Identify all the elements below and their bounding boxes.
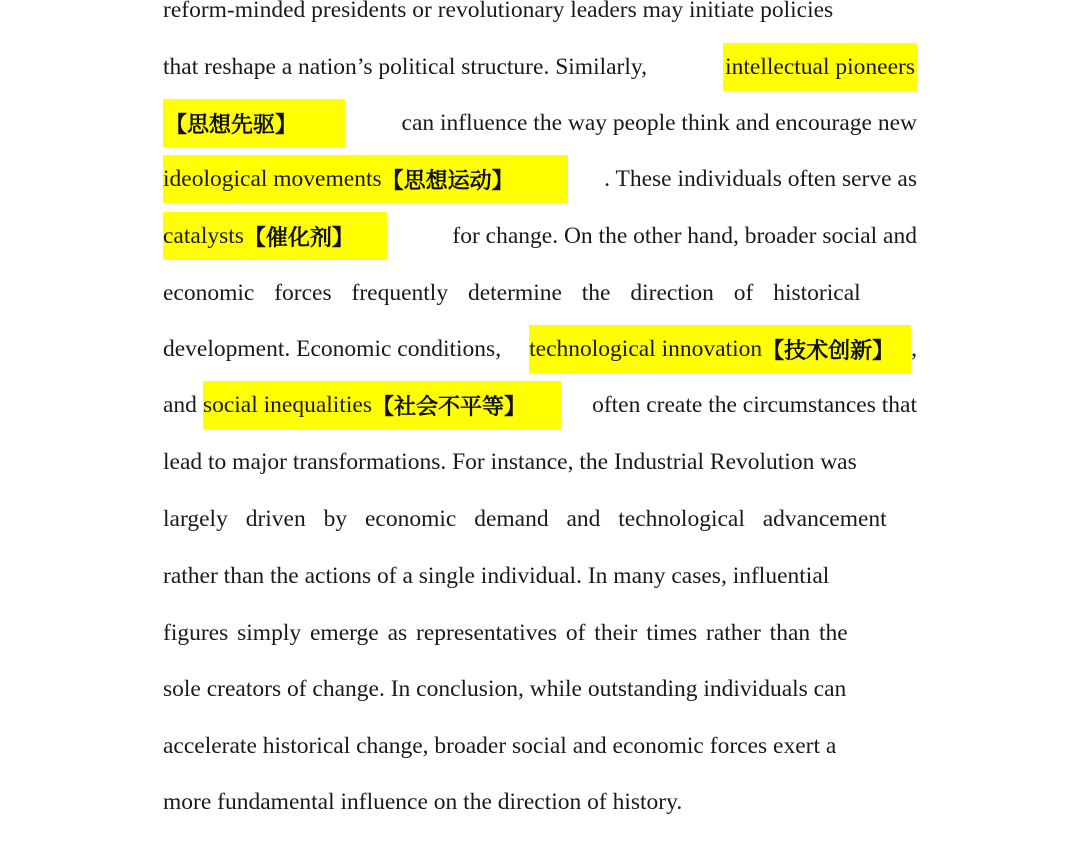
text-line-2 xyxy=(163,47,917,87)
text-line-14 xyxy=(163,726,917,766)
line-text: and xyxy=(163,391,197,418)
text-line-15 xyxy=(163,782,917,822)
highlight-intellectual-pioneers xyxy=(723,43,917,91)
line-7-tail xyxy=(529,325,917,373)
highlight-technological-innovation xyxy=(529,325,911,373)
highlight-text-en: ideological movements xyxy=(163,165,382,192)
highlight-text-zh: 【社会不平等】 xyxy=(371,394,526,420)
line-text: , xyxy=(911,335,917,362)
text-line-10 xyxy=(163,499,917,539)
line-text: often create the circumstances that xyxy=(592,391,917,418)
text-line-13 xyxy=(163,669,917,709)
line-text: . These individuals often serve as xyxy=(604,165,917,192)
text-line-12 xyxy=(163,613,917,653)
text-line-11 xyxy=(163,556,917,596)
text-line-1 xyxy=(163,0,917,30)
text-line-6 xyxy=(163,273,917,313)
line-text: that reshape a nation’s political structure. Similarly, xyxy=(163,53,648,80)
line-text: development. Economic conditions, xyxy=(163,335,502,362)
line-text: largely driven by economic demand and technological advancement xyxy=(163,505,887,532)
highlight-text-en: catalysts xyxy=(163,222,244,249)
text-line-7 xyxy=(163,329,917,369)
highlight-ideological-movements xyxy=(163,155,568,203)
highlight-sixiang-xianqu xyxy=(163,99,345,147)
text-line-3 xyxy=(163,103,917,143)
text-line-8 xyxy=(163,385,917,425)
highlight-social-inequalities xyxy=(203,381,561,429)
text-line-9 xyxy=(163,442,917,482)
line-text: more fundamental influence on the direction of history. xyxy=(163,788,683,815)
line-8-head xyxy=(163,381,561,429)
line-text: for change. On the other hand, broader social and xyxy=(452,222,917,249)
highlight-text-en: technological innovation xyxy=(529,335,763,362)
highlight-text-zh: 【思想运动】 xyxy=(381,168,514,194)
highlight-text-en: social inequalities xyxy=(202,391,372,418)
highlight-text-zh: 【催化剂】 xyxy=(243,225,354,251)
line-text: can influence the way people think and encourage new xyxy=(401,109,917,136)
highlight-text-zh: 【技术创新】 xyxy=(762,338,895,364)
line-text: figures simply emerge as representatives of their times rather than the xyxy=(163,619,848,646)
line-text: accelerate historical change, broader social and economic forces exert a xyxy=(163,732,837,759)
highlight-text-en: intellectual pioneers xyxy=(725,53,915,80)
line-text: lead to major transformations. For instance, the Industrial Revolution was xyxy=(163,448,857,475)
line-text: rather than the actions of a single individual. In many cases, influential xyxy=(163,562,830,589)
text-line-5 xyxy=(163,216,917,256)
line-text: sole creators of change. In conclusion, while outstanding individuals can xyxy=(163,675,847,702)
line-text: economic forces frequently determine the direction of historical xyxy=(163,279,861,306)
text-line-4 xyxy=(163,159,917,199)
line-text: reform-minded presidents or revolutionary leaders may initiate policies xyxy=(163,0,834,23)
highlight-catalysts xyxy=(163,212,387,260)
highlight-text-zh: 【思想先驱】 xyxy=(165,112,298,138)
